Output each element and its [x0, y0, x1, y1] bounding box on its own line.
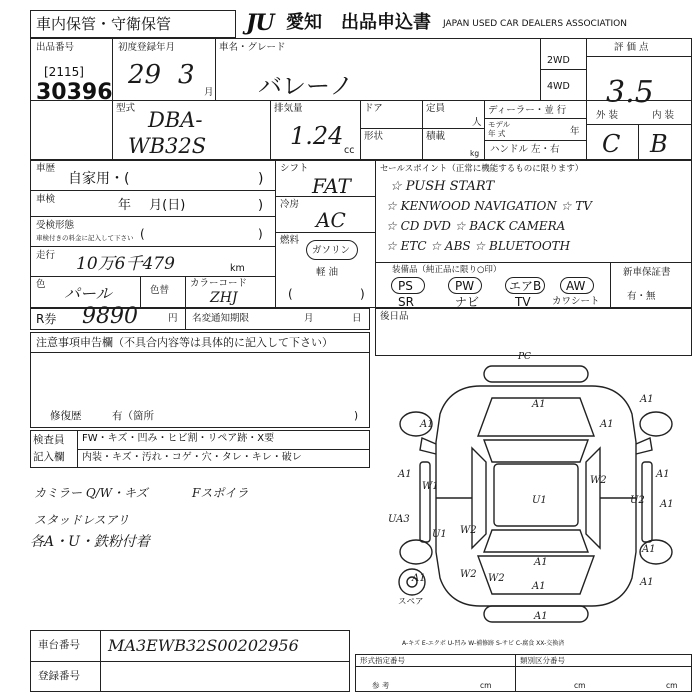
cm-unit-3: cm — [666, 681, 678, 690]
inspector-note-1: カミラー Q/W・キズ — [34, 486, 148, 500]
exterior-grade: C — [602, 130, 621, 158]
ref-label: 参 考 — [372, 681, 390, 690]
mark-w1-left: W1 — [422, 481, 439, 492]
mark-w2-rear-left: W2 — [460, 569, 477, 580]
cooling-label: 冷房 — [280, 199, 300, 210]
first-reg-label: 初度登録年月 — [118, 42, 176, 53]
logo: JU — [246, 10, 274, 36]
inspector-note-4: 各A・U・鉄粉付着 — [30, 534, 150, 550]
mark-a1-right-top: A1 — [640, 394, 654, 405]
lane-no: [2115] — [44, 65, 84, 79]
deadline-month: 月 — [304, 313, 314, 324]
equip-seat: カワシート — [552, 296, 600, 307]
inspector-row-1: FW・キズ・凹み・ヒビ割・リペア跡・X要 — [82, 433, 275, 444]
model-year-unit: 年 — [570, 126, 580, 137]
model-label: 車名・グレード — [219, 42, 286, 53]
selling-point-2: ☆ KENWOOD NAVIGATION ☆ TV — [386, 199, 592, 213]
mileage-unit: km — [230, 263, 245, 274]
interior-label: 内 装 — [652, 110, 675, 121]
after-items-box — [375, 308, 692, 356]
shape-label: 形状 — [364, 131, 384, 142]
color-code-value: ZHJ — [210, 290, 238, 306]
after-items-label: 後日品 — [380, 311, 409, 322]
color-code-label: カラーコード — [190, 278, 248, 289]
score: 3.5 — [606, 75, 654, 110]
shift-label: シフト — [280, 163, 309, 174]
displacement-label: 排気量 — [274, 103, 303, 114]
cooling-value: AC — [316, 208, 346, 232]
mark-a1-rear: A1 — [532, 581, 546, 592]
drive-2wd: 2WD — [547, 55, 570, 66]
mark-u1-roof: U1 — [532, 495, 547, 506]
deadline-day: 日 — [352, 313, 362, 324]
model-name: バレーノ — [258, 72, 354, 100]
receipt-note: 車検付きの料金に記入して下さい — [36, 234, 134, 242]
mark-a1-hood-r: A1 — [600, 419, 614, 430]
mark-a1-bottom: A1 — [534, 611, 548, 622]
inspector-label-2: 記入欄 — [33, 451, 65, 463]
equip-sr: SR — [398, 295, 414, 309]
selling-point-4: ☆ ETC ☆ ABS ☆ BLUETOOTH — [386, 239, 571, 253]
repair-label: 修復歴 — [50, 410, 82, 422]
title-left: 車内保管・守衛保管 — [36, 15, 172, 33]
fuel-light: 軽 油 — [316, 267, 339, 278]
doc-title: 出品申込書 — [341, 12, 431, 33]
equipment-label: 装備品（純正品に限り○印） — [392, 265, 502, 275]
type-designation-label: 形式指定番号 — [360, 656, 405, 665]
selling-point-3: ☆ CD DVD ☆ BACK CAMERA — [386, 219, 566, 233]
inspection-label: 車検 — [36, 194, 56, 205]
org-name: 愛知 — [286, 12, 322, 33]
load-unit: kg — [470, 149, 480, 158]
mark-a1-left: A1 — [398, 469, 412, 480]
inspection-close: ) — [258, 198, 264, 213]
equip-tv: TV — [515, 295, 531, 309]
capacity-label: 定員 — [426, 103, 446, 114]
damage-legend: A-キズ E-エクボ U-凹み W-補修跡 S-サビ C-腐食 XX-交換済 — [402, 640, 565, 647]
history-label: 車歴 — [36, 163, 56, 174]
inspector-label-1: 検査員 — [33, 434, 65, 446]
repair-close: ) — [354, 410, 359, 422]
mark-a1-front: A1 — [532, 399, 546, 410]
equip-navi: ナビ — [455, 295, 480, 309]
equip-pw: PW — [455, 279, 475, 293]
mark-pc: PC — [518, 352, 531, 362]
equip-aw: AW — [566, 279, 586, 293]
color-value: パール — [64, 284, 112, 303]
dealer-label: ディーラー・並 行 — [488, 105, 567, 116]
recycle-label: R券 — [36, 312, 57, 326]
mark-ua3: UA3 — [388, 514, 410, 525]
load-label: 積載 — [426, 131, 446, 142]
type-line2: WB32S — [128, 134, 207, 158]
reg-year: 29 — [128, 60, 162, 90]
drive-4wd: 4WD — [547, 81, 570, 92]
handle-label: ハンドル 左・右 — [490, 144, 560, 155]
displacement: 1.24 — [290, 122, 344, 150]
reg-no-label: 登録番号 — [38, 670, 80, 682]
recycle-unit: 円 — [168, 313, 178, 324]
mark-a1-rear-right: A1 — [640, 577, 654, 588]
reg-month: 3 — [178, 60, 195, 90]
mark-a1-rear-left: A1 — [412, 573, 426, 584]
mark-a1-right: A1 — [656, 469, 670, 480]
color-label: 色 — [36, 279, 46, 290]
class-no-label: 類別区分番号 — [520, 656, 565, 665]
color-change-label: 色替 — [150, 285, 170, 296]
interior-grade: B — [650, 130, 668, 158]
score-label: 評 価 点 — [614, 42, 649, 53]
door-label: ドア — [364, 103, 383, 114]
listing-no-label: 出品番号 — [36, 42, 75, 53]
selling-point-1: ☆ PUSH START — [390, 179, 495, 194]
org-en: JAPAN USED CAR DEALERS ASSOCIATION — [443, 19, 627, 29]
recycle-value: 9890 — [82, 304, 138, 329]
mark-u2-right: U2 — [630, 495, 645, 506]
mileage-value: 10万6千479 — [76, 254, 175, 274]
equip-airbag: エアB — [509, 279, 542, 293]
repair-value: 有（箇所 — [112, 410, 154, 422]
capacity-unit: 人 — [472, 117, 482, 128]
chassis-label: 車台番号 — [38, 639, 80, 651]
spare-label: スペア — [398, 597, 424, 607]
inspection-value: 年 月(日) — [118, 198, 186, 213]
inspector-row-2: 内装・キズ・汚れ・コゲ・穴・タレ・キレ・破レ — [82, 452, 302, 463]
warranty-options: 有・無 — [627, 291, 656, 302]
selling-points-label: セールスポイント（正常に機能するものに限ります） — [380, 164, 584, 174]
mark-w2-left: W2 — [460, 525, 477, 536]
model-year-label: モデル 年 式 — [488, 120, 511, 138]
mark-a1-left-top: A1 — [420, 419, 434, 430]
history-value: 自家用・( — [68, 171, 130, 187]
mileage-label: 走行 — [36, 250, 56, 261]
cc-unit: cc — [344, 145, 355, 156]
cm-unit-2: cm — [574, 681, 586, 690]
exterior-label: 外 装 — [596, 110, 619, 121]
mark-a1-trunk: A1 — [534, 557, 548, 568]
mark-a1-right-mid: A1 — [642, 544, 656, 555]
type-label: 型式 — [116, 103, 136, 114]
fuel-label: 燃料 — [280, 235, 300, 246]
history-close: ) — [258, 171, 264, 187]
equip-ps: PS — [398, 279, 413, 293]
inspector-note-3: スタッドレスアリ — [34, 513, 130, 527]
fuel-gas: ガソリン — [312, 245, 351, 256]
shift-value: FAT — [312, 174, 351, 198]
month-unit: 月 — [204, 87, 214, 98]
notes-label: 注意事項申告欄（不具合内容等は具体的に記入して下さい） — [36, 336, 333, 349]
inspector-note-2: Fスポイラ — [192, 486, 249, 500]
mark-w2-bumper: W2 — [488, 573, 505, 584]
mark-u1-left: U1 — [432, 529, 447, 540]
receipt-label: 受検形態 — [36, 220, 75, 231]
cm-unit-1: cm — [480, 681, 492, 690]
mark-a1-right-low: A1 — [660, 499, 674, 510]
warranty-label: 新車保証書 — [623, 267, 671, 278]
deadline-label: 名変通知期限 — [192, 313, 250, 324]
type-line1: DBA- — [148, 108, 203, 132]
mark-w2-right: W2 — [590, 475, 607, 486]
listing-no: 30396 — [36, 80, 113, 105]
chassis-value: MA3EWB32S00202956 — [108, 636, 299, 655]
